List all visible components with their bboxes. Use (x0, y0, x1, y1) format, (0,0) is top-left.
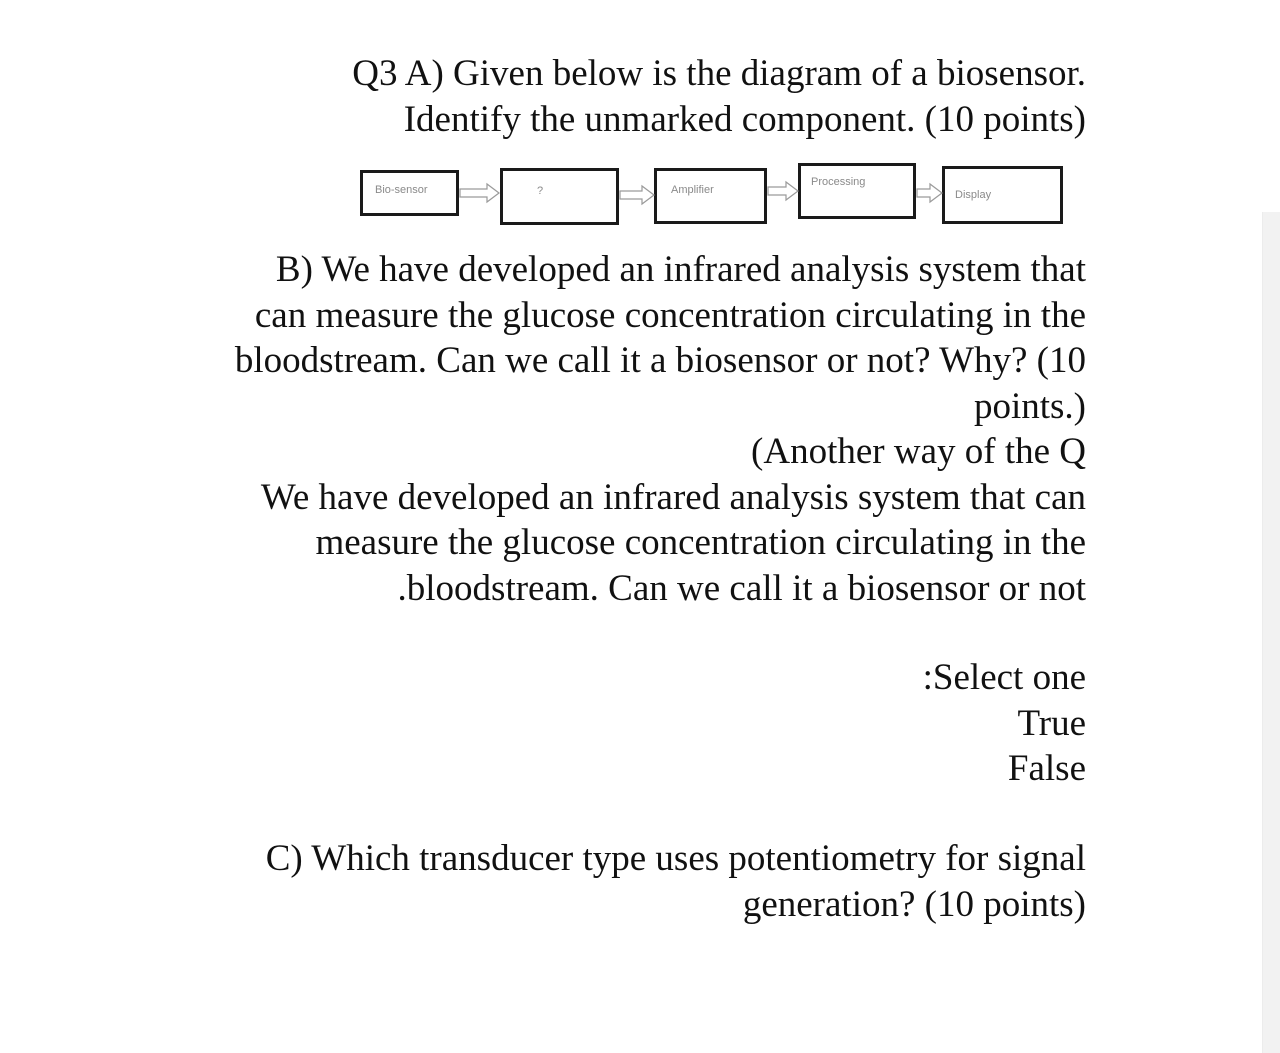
part-a-line-2: Identify the unmarked component. (10 points) (403, 98, 1086, 140)
option-true[interactable]: True (1017, 702, 1086, 744)
option-false[interactable]: False (1007, 748, 1086, 789)
diagram-box-display (942, 166, 1063, 224)
part-c-line-2: generation? (10 points) (742, 883, 1086, 925)
diagram-box-bio-sensor (360, 170, 459, 216)
part-b-line-2: can measure the glucose concentration circulating in the (254, 294, 1086, 336)
diagram-label-display: Display (955, 189, 992, 201)
diagram-box-amplifier (654, 168, 767, 224)
question-part-c (266, 836, 1086, 927)
question-part-a (352, 51, 1086, 142)
part-b-line-6: We have developed an infrared analysis system that can (260, 476, 1086, 518)
question-part-b (235, 247, 1086, 611)
arrow-icon (767, 180, 800, 202)
answer-select-group (923, 655, 1086, 792)
arrow-icon (916, 182, 944, 204)
part-a-line-1: Q3 A) Given below is the diagram of a biosensor. (352, 53, 1086, 94)
arrow-icon (619, 184, 656, 206)
diagram-box-processing (798, 163, 916, 219)
diagram-label-amplifier: Amplifier (671, 184, 714, 196)
part-c-line-1: C) Which transducer type uses potentiometry for signal (265, 838, 1086, 879)
biosensor-block-diagram (356, 160, 1068, 230)
diagram-box-unknown (500, 168, 619, 225)
part-b-line-4: points.) (973, 385, 1086, 427)
diagram-label-bio-sensor: Bio-sensor (375, 184, 428, 196)
part-b-line-1: B) We have developed an infrared analysis system that (275, 249, 1086, 290)
part-b-line-5: (Another way of the Q (751, 431, 1086, 472)
part-b-line-7: measure the glucose concentration circulating in the (315, 522, 1086, 563)
select-prompt: :Select one (922, 657, 1086, 698)
part-b-line-3: bloodstream. Can we call it a biosensor or not? Why? (10 (234, 340, 1086, 381)
arrow-icon (459, 182, 501, 204)
page-scroll-edge (1262, 212, 1280, 1053)
diagram-label-processing: Processing (811, 176, 866, 188)
diagram-label-unknown: ? (537, 185, 544, 197)
part-b-line-8: .bloodstream. Can we call it a biosensor or not (397, 567, 1086, 609)
